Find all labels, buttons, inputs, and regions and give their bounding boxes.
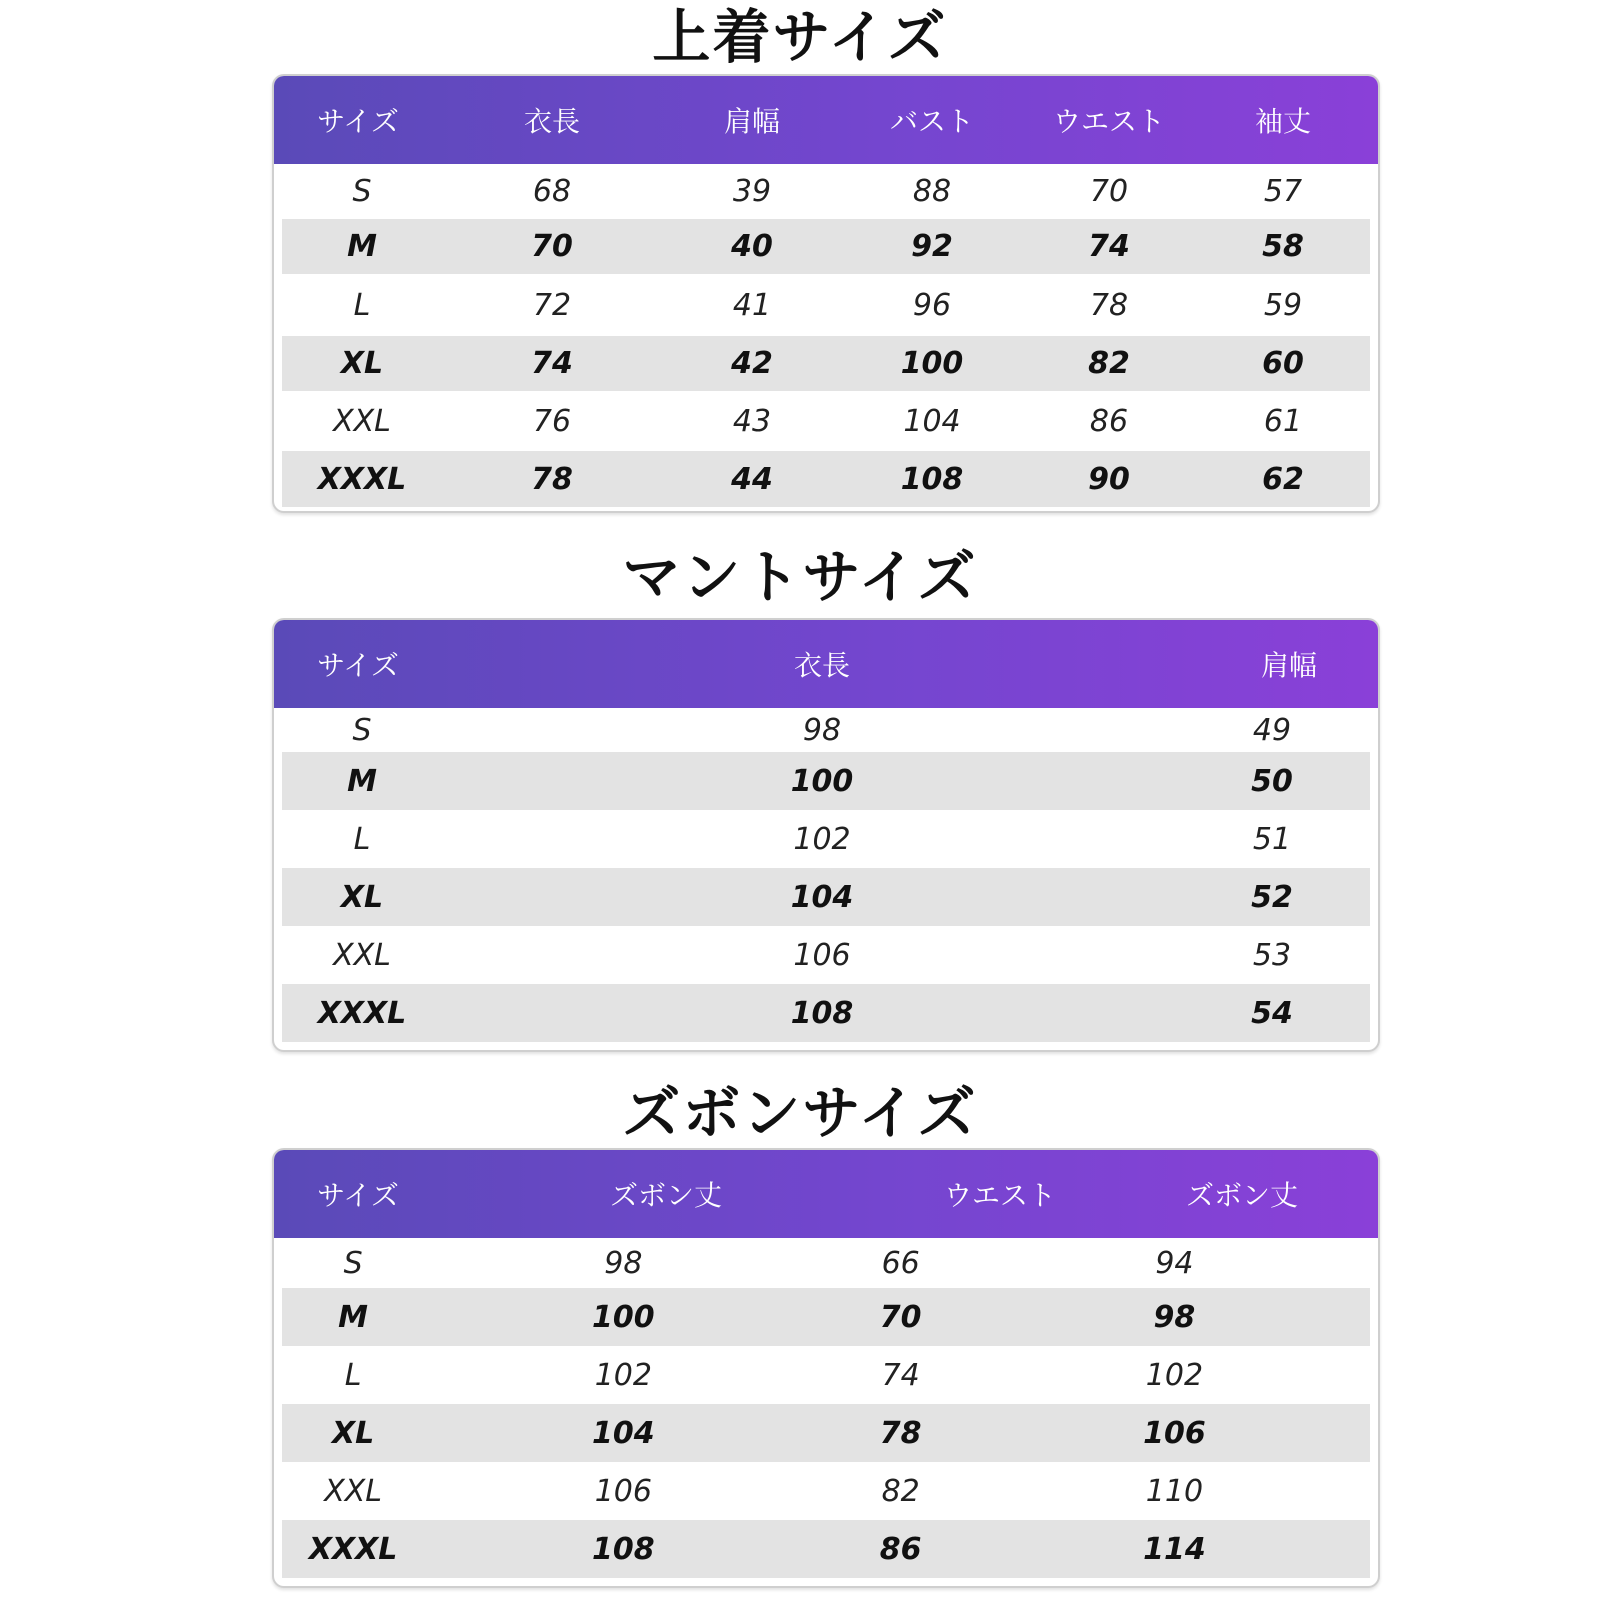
size-cell: M	[347, 229, 377, 264]
size-cell: XL	[340, 879, 384, 915]
table-cell: 42	[731, 346, 773, 381]
header-cell: 衣長	[523, 105, 580, 138]
cape-size-table	[272, 618, 1380, 1052]
size-cell: XXL	[324, 1473, 383, 1509]
size-cell: S	[352, 174, 372, 209]
table-cell: 114	[1143, 1531, 1206, 1567]
table-row	[282, 274, 1370, 336]
header-cell: 袖丈	[1254, 105, 1311, 138]
table-cell: 57	[1263, 174, 1303, 209]
header-cell: 肩幅	[723, 105, 780, 138]
size-cell: XXL	[333, 937, 391, 973]
table-row	[282, 219, 1370, 274]
table-cell: 58	[1262, 229, 1304, 264]
size-cell: M	[338, 1299, 369, 1335]
size-cell: S	[352, 712, 372, 748]
table-cell: 88	[912, 174, 952, 209]
table-cell: 61	[1263, 403, 1303, 439]
table-cell: 70	[531, 229, 573, 264]
table-row	[282, 391, 1370, 451]
table-row	[282, 1346, 1370, 1404]
table-cell: 106	[594, 1473, 652, 1509]
table-row	[282, 810, 1370, 868]
table-cell: 82	[1088, 346, 1130, 381]
header-cell: ズボン丈	[1185, 1179, 1298, 1212]
cape-title: マントサイズ	[622, 543, 978, 611]
table-row	[282, 984, 1370, 1042]
table-cell: 78	[531, 461, 573, 497]
table-cell: 106	[1143, 1415, 1206, 1451]
size-cell: S	[343, 1245, 363, 1281]
table-row	[282, 1404, 1370, 1462]
table-cell: 106	[793, 937, 851, 973]
table-row	[282, 708, 1370, 752]
table-cell: 102	[793, 821, 851, 857]
table-cell: 108	[592, 1531, 655, 1567]
table-cell: 102	[1145, 1357, 1204, 1393]
table-cell: 44	[731, 461, 773, 497]
table-cell: 86	[879, 1531, 922, 1567]
table-cell: 53	[1252, 937, 1292, 973]
pants-size-table	[272, 1148, 1380, 1588]
table-cell: 50	[1251, 763, 1293, 799]
pants-title: ズボンサイズ	[622, 1079, 978, 1147]
tops-title: 上着サイズ	[652, 3, 948, 71]
header-cell: バスト	[889, 105, 974, 138]
table-cell: 90	[1088, 461, 1130, 497]
table-row	[282, 752, 1370, 810]
table-cell: 96	[912, 287, 952, 323]
table-cell: 54	[1251, 995, 1293, 1031]
table-cell: 110	[1145, 1473, 1204, 1509]
size-cell: XXXL	[308, 1531, 398, 1567]
table-cell: 100	[790, 763, 854, 799]
table-cell: 94	[1155, 1245, 1194, 1281]
size-cell: L	[353, 821, 371, 857]
header-cell: 衣長	[793, 649, 850, 682]
table-row	[282, 164, 1370, 219]
table-row	[282, 1238, 1370, 1288]
table-cell: 100	[900, 346, 964, 381]
table-cell: 76	[532, 403, 572, 439]
tops-size-table	[272, 74, 1380, 513]
table-cell: 104	[903, 403, 961, 439]
header-cell: ウエスト	[943, 1179, 1056, 1212]
table-cell: 62	[1262, 461, 1304, 497]
table-cell: 60	[1262, 346, 1304, 381]
size-cell: XXXL	[317, 461, 407, 497]
table-cell: 86	[1089, 403, 1129, 439]
table-cell: 59	[1263, 287, 1303, 323]
table-cell: 98	[604, 1245, 643, 1281]
table-cell: 70	[1089, 174, 1129, 209]
header-cell: ズボン丈	[609, 1179, 722, 1212]
table-cell: 102	[594, 1357, 652, 1393]
header-cell: サイズ	[317, 649, 399, 682]
table-cell: 49	[1252, 712, 1292, 748]
size-cell: XL	[331, 1415, 375, 1451]
table-header	[274, 76, 1378, 164]
table-cell: 40	[731, 229, 773, 264]
table-cell: 104	[790, 879, 854, 915]
table-cell: 78	[1089, 287, 1129, 323]
table-cell: 100	[592, 1299, 655, 1335]
table-cell: 108	[900, 461, 964, 497]
table-row	[282, 336, 1370, 391]
size-cell: XL	[340, 346, 384, 381]
table-cell: 74	[531, 346, 573, 381]
table-cell: 74	[881, 1357, 920, 1393]
header-cell: サイズ	[317, 105, 399, 138]
table-cell: 68	[532, 174, 572, 209]
table-cell: 98	[1153, 1299, 1196, 1335]
table-cell: 98	[802, 712, 842, 748]
table-cell: 82	[881, 1473, 920, 1509]
size-cell: XXL	[333, 403, 391, 439]
table-cell: 108	[790, 995, 854, 1031]
header-cell: 肩幅	[1260, 649, 1317, 682]
table-row	[282, 1288, 1370, 1346]
size-cell: M	[347, 763, 377, 799]
table-cell: 41	[732, 287, 772, 323]
size-cell: XXXL	[317, 995, 407, 1031]
table-header	[274, 620, 1378, 708]
table-cell: 104	[592, 1415, 655, 1451]
table-row	[282, 1520, 1370, 1578]
table-cell: 52	[1251, 879, 1293, 915]
table-cell: 72	[532, 287, 572, 323]
table-cell: 43	[732, 403, 772, 439]
table-row	[282, 868, 1370, 926]
table-cell: 74	[1088, 229, 1130, 264]
table-row	[282, 926, 1370, 984]
table-cell: 51	[1252, 821, 1292, 857]
size-cell: L	[344, 1357, 362, 1393]
size-cell: L	[353, 287, 371, 323]
table-row	[282, 1462, 1370, 1520]
table-cell: 66	[881, 1245, 920, 1281]
table-row	[282, 451, 1370, 507]
header-cell: サイズ	[317, 1179, 399, 1212]
table-header	[274, 1150, 1378, 1238]
table-cell: 39	[732, 174, 772, 209]
header-cell: ウエスト	[1052, 105, 1165, 138]
table-cell: 78	[879, 1415, 922, 1451]
table-cell: 70	[879, 1299, 922, 1335]
table-cell: 92	[911, 229, 953, 264]
